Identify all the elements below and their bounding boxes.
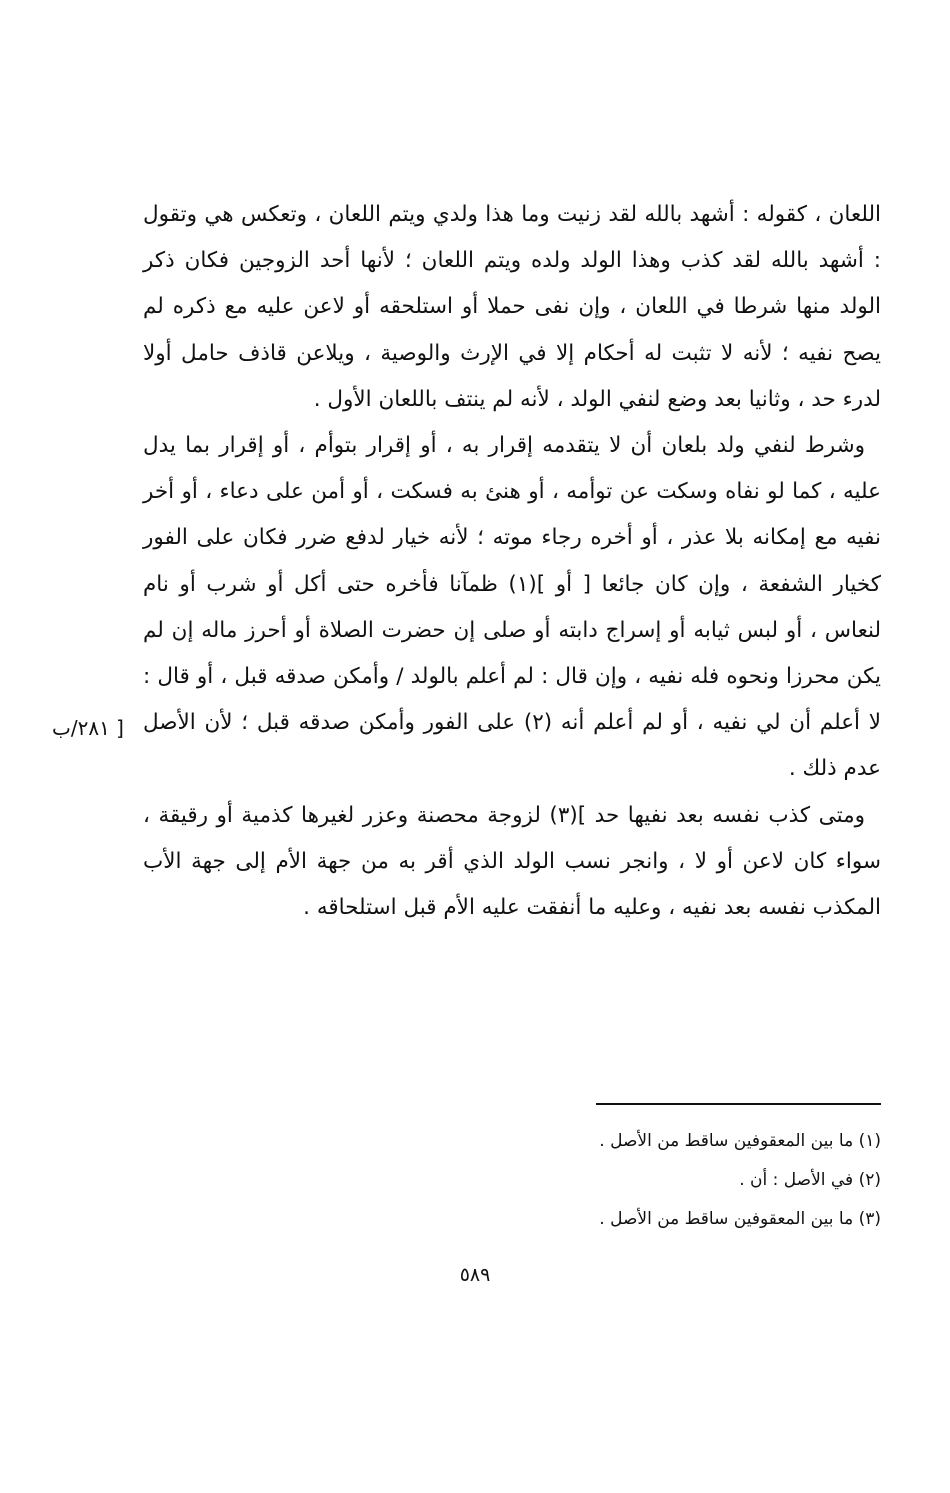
folio-margin-note: [ ٢٨١/ب [52,716,124,740]
paragraph-2: وشرط لنفي ولد بلعان أن لا يتقدمه إقرار به ، أو إقرار بتوأم ، أو إقرار بما يدل عليه ، كما لو نفاه وسكت عن توأمه ، أو هنئ به فسكت ، أو أمن على دعاء ، أو أخر نفيه مع إمكانه بلا عذر ، أو أخره رجاء موته ؛ لأنه خيار لدفع ضرر فكان على الفور كخيار الشفعة ، وإن كان جائعا [ أو ](١) ظمآنا فأخره حتى أكل أو شرب أو نام لنعاس ، أو لبس ثيابه أو إسراج دابته أو صلى إن حضرت الصلاة أو أحرز ماله إن لم يكن محرزا ونحوه فله نفيه ، وإن قال : لم أعلم بالولد / وأمكن صدقه قبل ، أو قال : لا أعلم أن لي نفيه ، أو لم أعلم أنه (٢) على الفور وأمكن صدقه قبل ؛ لأن الأصل عدم ذلك . [143,433,882,782]
footnote-divider [596,1103,881,1105]
page-number: ٥٨٩ [459,1264,491,1286]
paragraph-1: اللعان ، كقوله : أشهد بالله لقد زنيت وما هذا ولدي ويتم اللعان ، وتعكس هي وتقول : أشهد بالله لقد كذب وهذا الولد ولده ويتم اللعان ؛ لأنها أحد الزوجين فكان ذكر الولد منها شرطا في اللعان ، وإن نفى حملا أو استلحقه أو لاعن عليه مع ذكره لم يصح نفيه ؛ لأنه لا تثبت له أحكام إلا في الإرث والوصية ، ويلاعن قاذف حامل أولا لدرء حد ، وثانيا بعد وضع لنفي الولد ، لأنه لم ينتف باللعان الأول . [143,202,881,412]
paragraph-3: ومتى كذب نفسه بعد نفيها حد ](٣) لزوجة محصنة وعزر لغيرها كذمية أو رقيقة ، سواء كان لاعن أو لا ، وانجر نسب الولد الذي أقر به من جهة الأم إلى جهة الأب المكذب نفسه بعد نفيه ، وعليه ما أنفقت عليه الأم قبل استلحاقه . [143,802,881,921]
footnotes [143,1122,881,1239]
footnote-2: (٢) في الأصل : أن . [739,1170,881,1190]
main-text [143,192,881,931]
footnote-3: (٣) ما بين المعقوفين ساقط من الأصل . [599,1209,881,1229]
footnote-1: (١) ما بين المعقوفين ساقط من الأصل . [599,1131,881,1151]
